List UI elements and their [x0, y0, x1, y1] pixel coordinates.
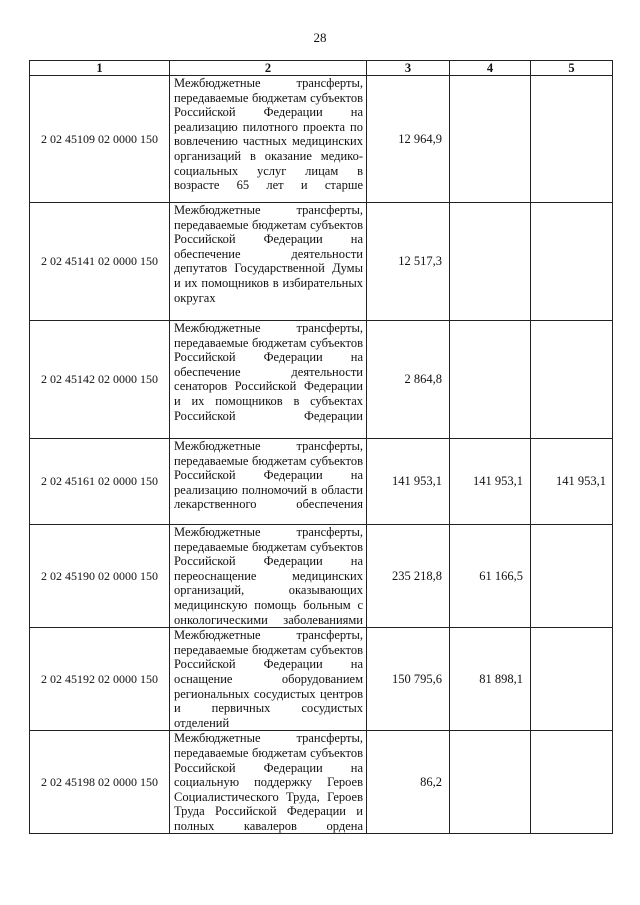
row-code: 2 02 45109 02 0000 150 [30, 76, 170, 203]
row-col4-value: 141 953,1 [450, 439, 531, 525]
row-code: 2 02 45198 02 0000 150 [30, 731, 170, 834]
row-col3-value: 86,2 [367, 731, 450, 834]
row-code: 2 02 45192 02 0000 150 [30, 628, 170, 731]
row-code: 2 02 45142 02 0000 150 [30, 321, 170, 439]
row-col3-value: 150 795,6 [367, 628, 450, 731]
row-col4-value [450, 731, 531, 834]
row-description: Межбюджетные трансферты, передаваемые бюджетам субъектов Российской Федерации на реализацию полномочий в области лекарственного обеспечения [170, 439, 367, 525]
row-description: Межбюджетные трансферты, передаваемые бюджетам субъектов Российской Федерации на переоснащение медицинских организаций, оказывающих медицинскую помощь больным с онкологическими заболеваниями [170, 525, 367, 628]
budget-table [29, 60, 613, 834]
page-number: 28 [313, 30, 327, 45]
row-col5-value [531, 203, 613, 321]
row-col5-value [531, 525, 613, 628]
table-row [30, 525, 613, 628]
row-col4-value: 61 166,5 [450, 525, 531, 628]
row-col4-value: 81 898,1 [450, 628, 531, 731]
row-col5-value [531, 321, 613, 439]
column-header-4: 4 [450, 61, 531, 76]
table-row [30, 321, 613, 439]
column-header-1: 1 [30, 61, 170, 76]
row-description: Межбюджетные трансферты, передаваемые бюджетам субъектов Российской Федерации на реализацию пилотного проекта по вовлечению частных медицинских организаций в оказание медико-социальных услуг лицам в возрасте 65 лет и старше [170, 76, 367, 203]
column-header-2: 2 [170, 61, 367, 76]
row-description: Межбюджетные трансферты, передаваемые бюджетам субъектов Российской Федерации на социальную поддержку Героев Социалистического Труда, Героев Труда Российской Федерации и полных кавалеров ордена [170, 731, 367, 834]
row-col3-value: 12 517,3 [367, 203, 450, 321]
row-col4-value [450, 321, 531, 439]
row-code: 2 02 45161 02 0000 150 [30, 439, 170, 525]
row-description: Межбюджетные трансферты, передаваемые бюджетам субъектов Российской Федерации на обеспечение деятельности сенаторов Российской Федерации и их помощников в субъектах Российской Федерации [170, 321, 367, 439]
column-header-5: 5 [531, 61, 613, 76]
row-col5-value: 141 953,1 [531, 439, 613, 525]
row-col3-value: 12 964,9 [367, 76, 450, 203]
column-header-3: 3 [367, 61, 450, 76]
table-row [30, 731, 613, 834]
table-row [30, 203, 613, 321]
table-row [30, 628, 613, 731]
row-col3-value: 235 218,8 [367, 525, 450, 628]
row-code: 2 02 45190 02 0000 150 [30, 525, 170, 628]
table-row [30, 439, 613, 525]
row-description: Межбюджетные трансферты, передаваемые бюджетам субъектов Российской Федерации на оснащение оборудованием региональных сосудистых центров и первичных сосудистых отделений [170, 628, 367, 731]
row-description: Межбюджетные трансферты, передаваемые бюджетам субъектов Российской Федерации на обеспечение деятельности депутатов Государственной Думы и их помощников в избирательных округах [170, 203, 367, 321]
row-col4-value [450, 76, 531, 203]
table-row [30, 76, 613, 203]
row-col5-value [531, 731, 613, 834]
row-col5-value [531, 628, 613, 731]
row-col4-value [450, 203, 531, 321]
table-header-row [30, 61, 613, 76]
row-col3-value: 2 864,8 [367, 321, 450, 439]
row-code: 2 02 45141 02 0000 150 [30, 203, 170, 321]
row-col3-value: 141 953,1 [367, 439, 450, 525]
row-col5-value [531, 76, 613, 203]
